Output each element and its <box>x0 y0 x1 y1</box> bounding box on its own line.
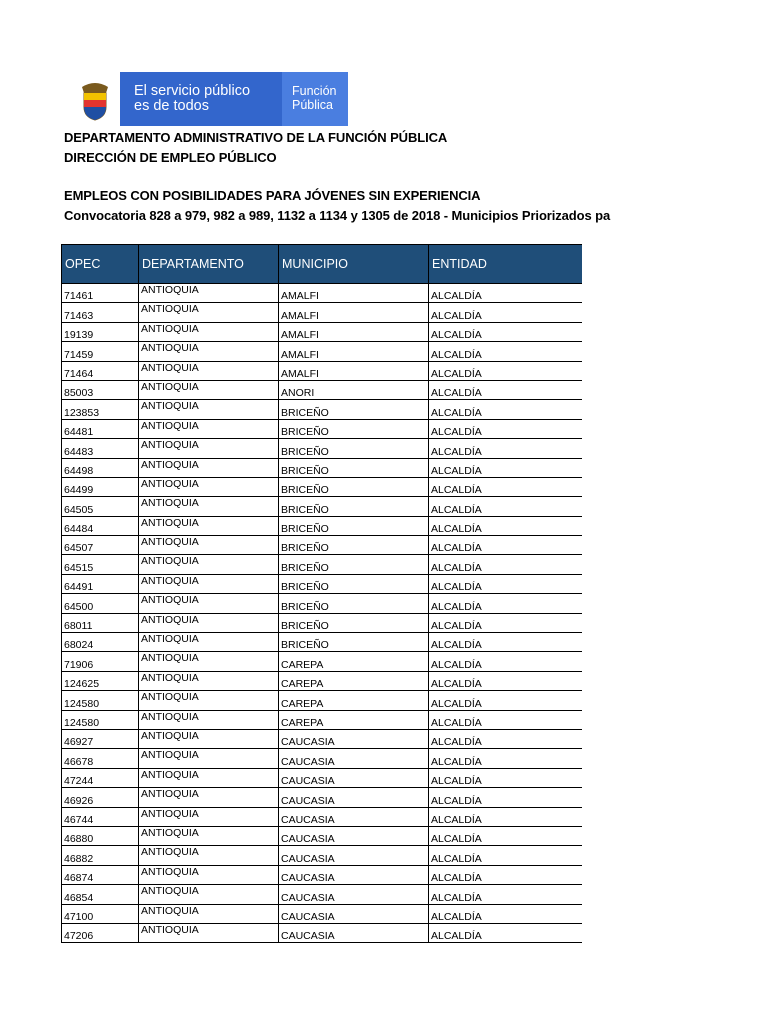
jobs-table-container <box>61 244 582 943</box>
cell-municipio: CAUCASIA <box>279 846 429 865</box>
cell-municipio: CAREPA <box>279 691 429 710</box>
cell-departamento: ANTIOQUIA <box>139 749 279 768</box>
table-row <box>62 710 583 729</box>
cell-municipio: CAREPA <box>279 671 429 690</box>
table-row <box>62 904 583 923</box>
cell-opec: 68024 <box>62 633 139 652</box>
heading-jobs-title: EMPLEOS CON POSIBILIDADES PARA JÓVENES SIN EXPERIENCIA <box>64 188 481 203</box>
cell-departamento: ANTIOQUIA <box>139 729 279 748</box>
cell-departamento: ANTIOQUIA <box>139 788 279 807</box>
heading-convocatoria: Convocatoria 828 a 979, 982 a 989, 1132 a 1134 y 1305 de 2018 - Municipios Priorizados pa <box>64 208 611 223</box>
cell-opec: 71459 <box>62 342 139 361</box>
column-header-entidad: ENTIDAD <box>429 245 583 284</box>
cell-opec: 64498 <box>62 458 139 477</box>
cell-municipio: CAUCASIA <box>279 885 429 904</box>
table-row <box>62 807 583 826</box>
cell-entidad: ALCALDÍA <box>429 865 583 884</box>
cell-departamento: ANTIOQUIA <box>139 923 279 942</box>
cell-entidad: ALCALDÍA <box>429 846 583 865</box>
cell-opec: 46854 <box>62 885 139 904</box>
table-row <box>62 749 583 768</box>
cell-opec: 71906 <box>62 652 139 671</box>
cell-opec: 46874 <box>62 865 139 884</box>
cell-opec: 71464 <box>62 361 139 380</box>
cell-opec: 46882 <box>62 846 139 865</box>
table-row <box>62 400 583 419</box>
cell-entidad: ALCALDÍA <box>429 768 583 787</box>
cell-entidad: ALCALDÍA <box>429 788 583 807</box>
heading-department: DEPARTAMENTO ADMINISTRATIVO DE LA FUNCIÓN PÚBLICA <box>64 130 448 145</box>
cell-municipio: AMALFI <box>279 322 429 341</box>
cell-entidad: ALCALDÍA <box>429 729 583 748</box>
table-row <box>62 826 583 845</box>
cell-entidad: ALCALDÍA <box>429 361 583 380</box>
cell-entidad: ALCALDÍA <box>429 477 583 496</box>
table-row <box>62 536 583 555</box>
table-row <box>62 497 583 516</box>
cell-departamento: ANTIOQUIA <box>139 536 279 555</box>
cell-opec: 46744 <box>62 807 139 826</box>
cell-opec: 46678 <box>62 749 139 768</box>
table-row <box>62 555 583 574</box>
table-row <box>62 419 583 438</box>
cell-departamento: ANTIOQUIA <box>139 904 279 923</box>
table-row <box>62 846 583 865</box>
table-body <box>62 284 583 943</box>
cell-entidad: ALCALDÍA <box>429 749 583 768</box>
cell-opec: 46880 <box>62 826 139 845</box>
cell-municipio: BRICEÑO <box>279 516 429 535</box>
cell-entidad: ALCALDÍA <box>429 633 583 652</box>
table-row <box>62 380 583 399</box>
cell-departamento: ANTIOQUIA <box>139 691 279 710</box>
cell-opec: 64481 <box>62 419 139 438</box>
brand-line-1: Función <box>292 84 337 98</box>
cell-entidad: ALCALDÍA <box>429 594 583 613</box>
cell-entidad: ALCALDÍA <box>429 342 583 361</box>
table-row <box>62 691 583 710</box>
cell-municipio: AMALFI <box>279 361 429 380</box>
cell-departamento: ANTIOQUIA <box>139 361 279 380</box>
cell-municipio: BRICEÑO <box>279 400 429 419</box>
heading-direction: DIRECCIÓN DE EMPLEO PÚBLICO <box>64 150 277 165</box>
cell-departamento: ANTIOQUIA <box>139 322 279 341</box>
table-row <box>62 361 583 380</box>
cell-entidad: ALCALDÍA <box>429 885 583 904</box>
slogan <box>120 72 282 126</box>
cell-municipio: CAREPA <box>279 710 429 729</box>
cell-opec: 64499 <box>62 477 139 496</box>
cell-departamento: ANTIOQUIA <box>139 594 279 613</box>
cell-entidad: ALCALDÍA <box>429 419 583 438</box>
cell-departamento: ANTIOQUIA <box>139 710 279 729</box>
cell-entidad: ALCALDÍA <box>429 691 583 710</box>
cell-municipio: CAUCASIA <box>279 904 429 923</box>
cell-departamento: ANTIOQUIA <box>139 768 279 787</box>
cell-opec: 64484 <box>62 516 139 535</box>
cell-departamento: ANTIOQUIA <box>139 671 279 690</box>
cell-municipio: BRICEÑO <box>279 439 429 458</box>
cell-opec: 64483 <box>62 439 139 458</box>
table-row <box>62 729 583 748</box>
cell-entidad: ALCALDÍA <box>429 284 583 303</box>
table-row <box>62 885 583 904</box>
cell-municipio: CAUCASIA <box>279 729 429 748</box>
table-row <box>62 477 583 496</box>
table-row <box>62 342 583 361</box>
cell-opec: 64505 <box>62 497 139 516</box>
cell-entidad: ALCALDÍA <box>429 826 583 845</box>
cell-entidad: ALCALDÍA <box>429 322 583 341</box>
cell-opec: 85003 <box>62 380 139 399</box>
table-row <box>62 865 583 884</box>
cell-departamento: ANTIOQUIA <box>139 400 279 419</box>
cell-opec: 47100 <box>62 904 139 923</box>
cell-entidad: ALCALDÍA <box>429 613 583 632</box>
cell-opec: 64507 <box>62 536 139 555</box>
cell-opec: 46927 <box>62 729 139 748</box>
cell-opec: 47206 <box>62 923 139 942</box>
cell-municipio: BRICEÑO <box>279 574 429 593</box>
cell-entidad: ALCALDÍA <box>429 497 583 516</box>
brand-funcion-publica <box>282 72 348 126</box>
cell-opec: 71463 <box>62 303 139 322</box>
cell-entidad: ALCALDÍA <box>429 400 583 419</box>
cell-departamento: ANTIOQUIA <box>139 342 279 361</box>
cell-departamento: ANTIOQUIA <box>139 633 279 652</box>
cell-entidad: ALCALDÍA <box>429 710 583 729</box>
table-row <box>62 652 583 671</box>
cell-entidad: ALCALDÍA <box>429 574 583 593</box>
cell-municipio: CAUCASIA <box>279 768 429 787</box>
cell-departamento: ANTIOQUIA <box>139 284 279 303</box>
table-row <box>62 322 583 341</box>
cell-entidad: ALCALDÍA <box>429 536 583 555</box>
cell-municipio: BRICEÑO <box>279 613 429 632</box>
cell-departamento: ANTIOQUIA <box>139 516 279 535</box>
table-row <box>62 594 583 613</box>
cell-municipio: CAUCASIA <box>279 749 429 768</box>
cell-opec: 46926 <box>62 788 139 807</box>
cell-municipio: AMALFI <box>279 342 429 361</box>
cell-municipio: BRICEÑO <box>279 594 429 613</box>
cell-municipio: BRICEÑO <box>279 555 429 574</box>
cell-departamento: ANTIOQUIA <box>139 303 279 322</box>
column-header-municipio: MUNICIPIO <box>279 245 429 284</box>
cell-departamento: ANTIOQUIA <box>139 477 279 496</box>
cell-municipio: CAUCASIA <box>279 923 429 942</box>
cell-opec: 124580 <box>62 710 139 729</box>
cell-opec: 71461 <box>62 284 139 303</box>
cell-departamento: ANTIOQUIA <box>139 846 279 865</box>
cell-entidad: ALCALDÍA <box>429 555 583 574</box>
cell-municipio: CAUCASIA <box>279 788 429 807</box>
cell-municipio: BRICEÑO <box>279 477 429 496</box>
cell-opec: 64515 <box>62 555 139 574</box>
table-row <box>62 923 583 942</box>
cell-departamento: ANTIOQUIA <box>139 497 279 516</box>
cell-departamento: ANTIOQUIA <box>139 613 279 632</box>
table-row <box>62 303 583 322</box>
cell-entidad: ALCALDÍA <box>429 652 583 671</box>
column-header-departamento: DEPARTAMENTO <box>139 245 279 284</box>
cell-municipio: ANORI <box>279 380 429 399</box>
cell-entidad: ALCALDÍA <box>429 439 583 458</box>
cell-opec: 47244 <box>62 768 139 787</box>
table-row <box>62 671 583 690</box>
cell-municipio: BRICEÑO <box>279 458 429 477</box>
column-header-opec: OPEC <box>62 245 139 284</box>
cell-municipio: BRICEÑO <box>279 419 429 438</box>
table-header-row <box>62 245 583 284</box>
table-row <box>62 284 583 303</box>
cell-municipio: AMALFI <box>279 284 429 303</box>
cell-opec: 68011 <box>62 613 139 632</box>
cell-municipio: BRICEÑO <box>279 536 429 555</box>
brand-line-2: Pública <box>292 98 333 112</box>
cell-entidad: ALCALDÍA <box>429 303 583 322</box>
cell-departamento: ANTIOQUIA <box>139 458 279 477</box>
cell-departamento: ANTIOQUIA <box>139 555 279 574</box>
cell-opec: 124625 <box>62 671 139 690</box>
cell-entidad: ALCALDÍA <box>429 516 583 535</box>
table-row <box>62 439 583 458</box>
cell-entidad: ALCALDÍA <box>429 671 583 690</box>
cell-entidad: ALCALDÍA <box>429 807 583 826</box>
cell-municipio: CAUCASIA <box>279 807 429 826</box>
cell-departamento: ANTIOQUIA <box>139 826 279 845</box>
table-row <box>62 633 583 652</box>
slogan-line-2: es de todos <box>134 98 209 114</box>
cell-opec: 64500 <box>62 594 139 613</box>
cell-entidad: ALCALDÍA <box>429 904 583 923</box>
cell-opec: 64491 <box>62 574 139 593</box>
logo-banner <box>70 72 348 126</box>
slogan-line-1: El servicio público <box>134 83 251 99</box>
cell-entidad: ALCALDÍA <box>429 380 583 399</box>
table-row <box>62 613 583 632</box>
cell-municipio: CAUCASIA <box>279 865 429 884</box>
table-row <box>62 574 583 593</box>
cell-departamento: ANTIOQUIA <box>139 574 279 593</box>
cell-departamento: ANTIOQUIA <box>139 652 279 671</box>
table-row <box>62 788 583 807</box>
cell-opec: 19139 <box>62 322 139 341</box>
cell-departamento: ANTIOQUIA <box>139 885 279 904</box>
jobs-table <box>61 244 582 943</box>
cell-municipio: BRICEÑO <box>279 497 429 516</box>
table-row <box>62 458 583 477</box>
cell-municipio: BRICEÑO <box>279 633 429 652</box>
cell-departamento: ANTIOQUIA <box>139 439 279 458</box>
cell-departamento: ANTIOQUIA <box>139 380 279 399</box>
cell-opec: 123853 <box>62 400 139 419</box>
cell-entidad: ALCALDÍA <box>429 923 583 942</box>
cell-departamento: ANTIOQUIA <box>139 807 279 826</box>
cell-departamento: ANTIOQUIA <box>139 419 279 438</box>
cell-departamento: ANTIOQUIA <box>139 865 279 884</box>
table-row <box>62 768 583 787</box>
coat-of-arms-icon <box>70 72 120 126</box>
table-row <box>62 516 583 535</box>
cell-municipio: CAUCASIA <box>279 826 429 845</box>
cell-entidad: ALCALDÍA <box>429 458 583 477</box>
cell-municipio: CAREPA <box>279 652 429 671</box>
cell-municipio: AMALFI <box>279 303 429 322</box>
cell-opec: 124580 <box>62 691 139 710</box>
